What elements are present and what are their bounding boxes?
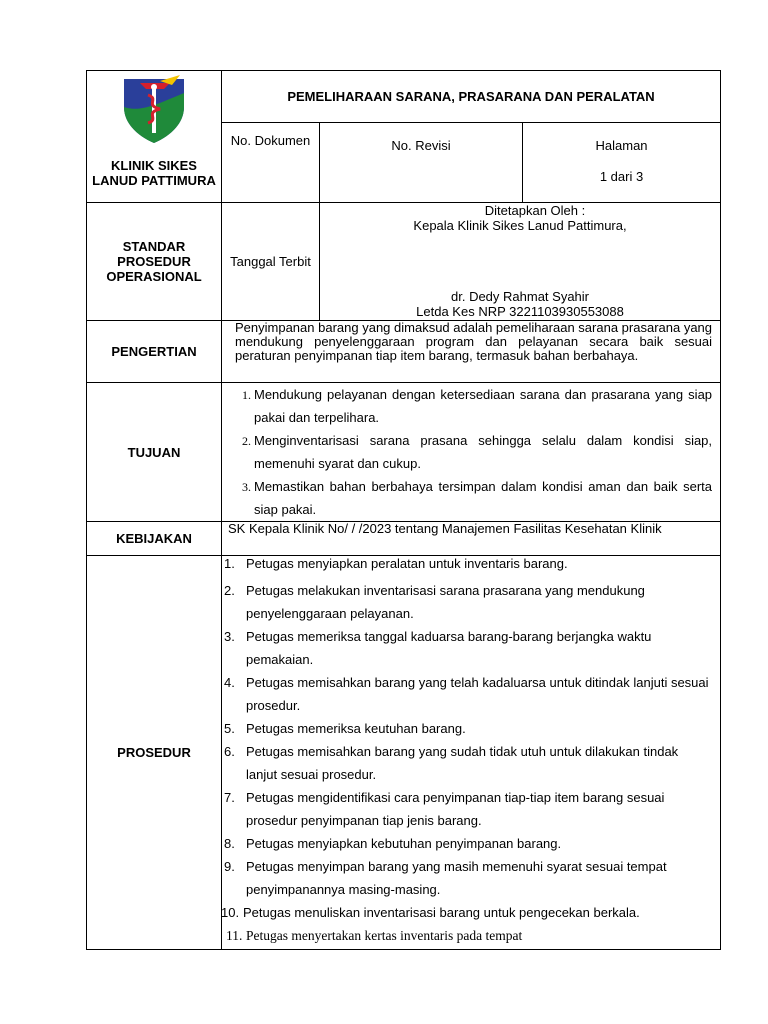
- pengertian-text: Penyimpanan barang yang dimaksud adalah pemeliharaan sarana prasarana yang mendukung penyelenggaraan program dan pelayanan secara baik sesuai peraturan penyimpanan tiap item barang, termasuk bahan berbahaya.: [222, 321, 721, 383]
- prosedur-item: 9. Petugas menyimpan barang yang masih memenuhi syarat sesuai tempat penyimpanannya masing-masing.: [224, 859, 667, 897]
- shield-emblem-icon: [120, 73, 188, 145]
- signatory-nrp: Letda Kes NRP 3221103930553088: [416, 304, 624, 319]
- halaman-label: Halaman: [595, 138, 648, 153]
- kebijakan-text: SK Kepala Klinik No/ / /2023 tentang Manajemen Fasilitas Kesehatan Klinik: [222, 522, 721, 556]
- tujuan-list: [222, 383, 720, 521]
- tujuan-label: TUJUAN: [87, 383, 222, 522]
- document-title: PEMELIHARAAN SARANA, PRASARANA DAN PERALATAN: [222, 71, 721, 123]
- prosedur-item: 1. Petugas menyiapkan peralatan untuk inventaris barang.: [224, 556, 568, 571]
- jabatan-text: Kepala Klinik Sikes Lanud Pattimura,: [413, 218, 627, 233]
- prosedur-item: 8. Petugas menyiapkan kebutuhan penyimpanan barang.: [224, 836, 562, 851]
- signatory-name: dr. Dedy Rahmat Syahir: [451, 289, 590, 304]
- sop-table: [86, 70, 721, 950]
- clinic-cell: [87, 71, 222, 203]
- tujuan-item: 1. Mendukung pelayanan dengan ketersediaan sarana dan prasarana yang siap pakai dan terpelihara.: [254, 383, 712, 429]
- approval-cell: [320, 203, 721, 321]
- no-revisi-cell: [320, 123, 523, 203]
- prosedur-item: 10. Petugas menuliskan inventarisasi barang untuk pengecekan berkala.: [221, 905, 640, 920]
- tujuan-cell: [222, 383, 721, 522]
- tujuan-item: 2. Menginventarisasi sarana prasana sehingga selalu dalam kondisi siap, memenuhi syarat dan cukup.: [254, 429, 712, 475]
- sop-label: STANDAR PROSEDUR OPERASIONAL: [87, 203, 222, 321]
- halaman-cell: [523, 123, 721, 203]
- no-dokumen-label: No. Dokumen: [230, 133, 311, 148]
- tanggal-terbit-cell: [222, 203, 320, 321]
- tanggal-terbit-label: Tanggal Terbit: [230, 253, 311, 269]
- prosedur-item: 3. Petugas memeriksa tanggal kaduarsa barang-barang berjangka waktu pemakaian.: [224, 629, 652, 667]
- no-revisi-label: No. Revisi: [391, 138, 451, 153]
- halaman-value: 1 dari 3: [599, 169, 644, 184]
- clinic-logo: [87, 73, 221, 148]
- tujuan-item: 3. Memastikan bahan berbahaya tersimpan dalam kondisi aman dan baik serta siap pakai.: [254, 475, 712, 521]
- kebijakan-label: KEBIJAKAN: [87, 522, 222, 556]
- clinic-name: KLINIK SIKES LANUD PATTIMURA: [92, 158, 216, 188]
- prosedur-item: 5. Petugas memeriksa keutuhan barang.: [224, 721, 466, 736]
- sop-document: [86, 70, 720, 950]
- prosedur-item: 4. Petugas memisahkan barang yang telah kadaluarsa untuk ditindak lanjuti sesuai prosedur.: [224, 675, 709, 713]
- prosedur-item: 6. Petugas memisahkan barang yang sudah tidak utuh untuk dilakukan tindak lanjut sesuai prosedur.: [224, 744, 679, 782]
- pengertian-label: PENGERTIAN: [87, 321, 222, 383]
- ditetapkan-label: Ditetapkan Oleh :: [484, 203, 586, 218]
- prosedur-label: PROSEDUR: [87, 556, 222, 950]
- prosedur-item: 11. Petugas menyertakan kertas inventaris pada tempat: [226, 928, 523, 943]
- prosedur-list: [222, 556, 720, 947]
- prosedur-item: 7. Petugas mengidentifikasi cara penyimpanan tiap-tiap item barang sesuai prosedur penyimpanan tiap jenis barang.: [224, 790, 665, 828]
- prosedur-item: 2. Petugas melakukan inventarisasi sarana prasarana yang mendukung penyelenggaraan pelayanan.: [224, 583, 645, 621]
- no-dokumen-cell: [222, 123, 320, 203]
- prosedur-cell: [222, 556, 721, 950]
